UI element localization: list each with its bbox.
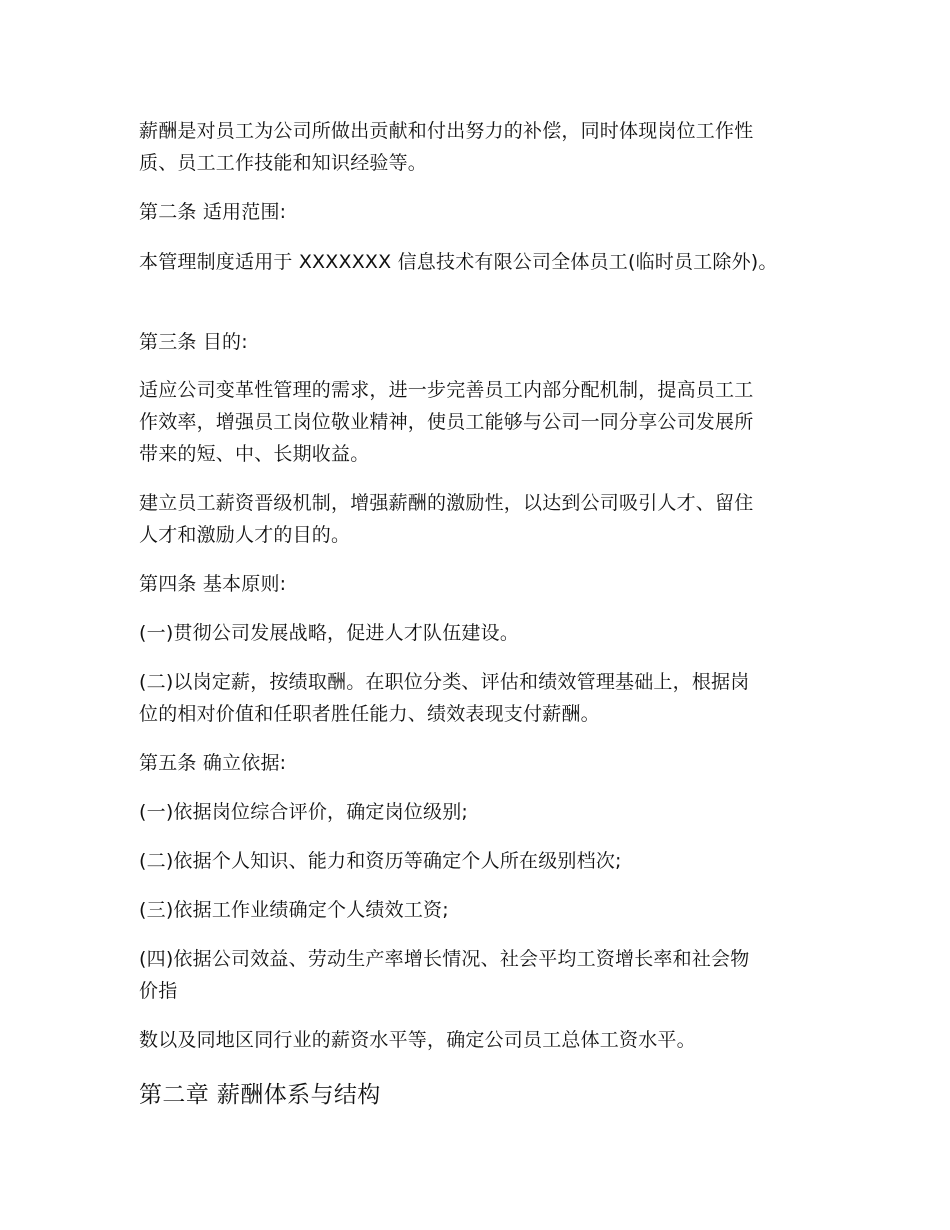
- list-item: (四)依据公司效益、劳动生产率增长情况、社会平均工资增长率和社会物: [139, 948, 750, 970]
- paragraph-line: 建立员工薪资晋级机制，增强薪酬的激励性，以达到公司吸引人才、留住: [139, 492, 754, 514]
- paragraph-line: 价指: [139, 980, 178, 1002]
- list-item: (二)依据个人知识、能力和资历等确定个人所在级别档次;: [139, 850, 622, 872]
- list-item: (一)贯彻公司发展战略，促进人才队伍建设。: [139, 622, 520, 644]
- article-heading: 第四条 基本原则:: [139, 573, 287, 595]
- paragraph-line: 适应公司变革性管理的需求，进一步完善员工内部分配机制，提高员工工: [139, 379, 754, 401]
- paragraph-line: 数以及同地区同行业的薪资水平等，确定公司员工总体工资水平。: [139, 1029, 696, 1051]
- list-item: (二)以岗定薪，按绩取酬。在职位分类、评估和绩效管理基础上，根据岗: [139, 671, 750, 693]
- chapter-heading: 第二章 薪酬体系与结构: [139, 1082, 381, 1108]
- paragraph-line: 带来的短、中、长期收益。: [139, 443, 370, 465]
- paragraph-line: 薪酬是对员工为公司所做出贡献和付出努力的补偿，同时体现岗位工作性: [139, 120, 754, 142]
- list-item: (一)依据岗位综合评价，确定岗位级别;: [139, 801, 469, 823]
- paragraph-line: 作效率，增强员工岗位敬业精神，使员工能够与公司一同分享公司发展所: [139, 411, 754, 433]
- list-item: (三)依据工作业绩确定个人绩效工资;: [139, 899, 449, 921]
- paragraph-line: 人才和激励人才的目的。: [139, 524, 351, 546]
- paragraph-line: 本管理制度适用于 XXXXXXX 信息技术有限公司全体员工(临时员工除外)。: [139, 251, 778, 273]
- article-heading: 第三条 目的:: [139, 331, 248, 353]
- paragraph-line: 质、员工工作技能和知识经验等。: [139, 152, 428, 174]
- article-heading: 第五条 确立依据:: [139, 752, 287, 774]
- article-heading: 第二条 适用范围:: [139, 201, 287, 223]
- paragraph-line: 位的相对价值和任职者胜任能力、绩效表现支付薪酬。: [139, 703, 600, 725]
